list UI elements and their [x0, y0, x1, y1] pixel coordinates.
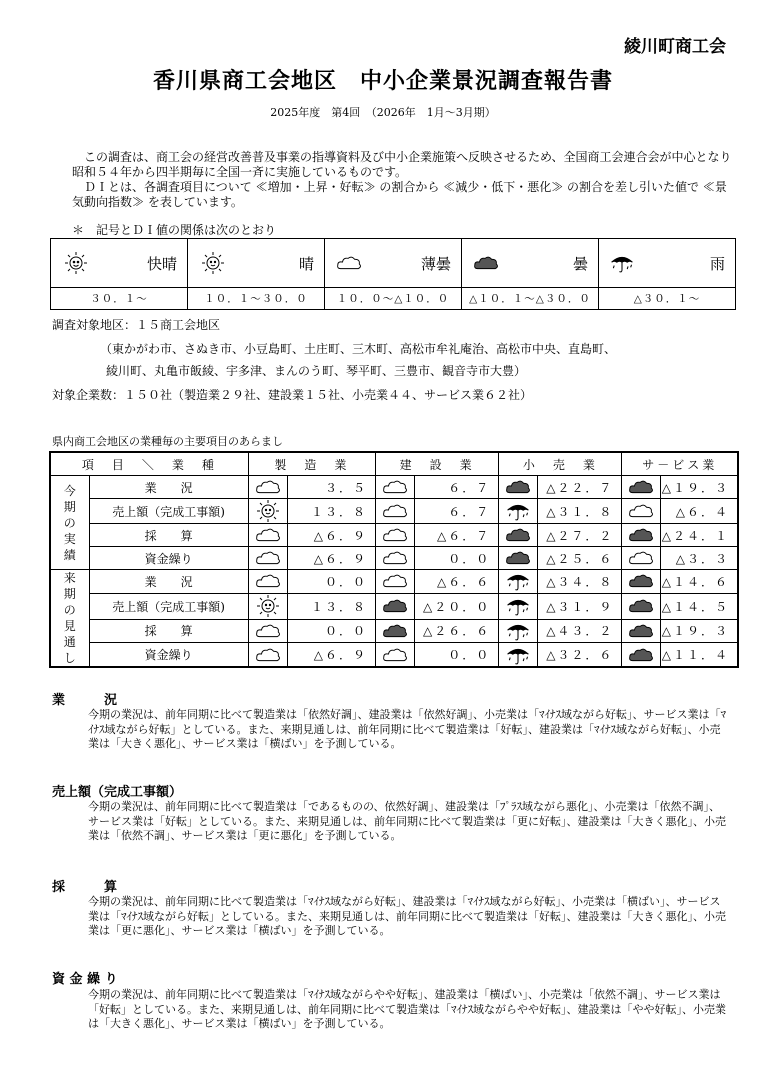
- di-value: △６．９: [287, 524, 375, 547]
- cloud-outline-icon: [376, 524, 415, 547]
- di-value: △３．３: [661, 547, 738, 570]
- row-item-label: 業 況: [89, 570, 248, 594]
- cloud-filled-icon: [622, 619, 661, 643]
- survey-region-list: 綾川町、丸亀市飯綾、宇多津、まんのう町、琴平町、三豊市、観音寺市大豊）: [106, 364, 527, 378]
- di-value: △３２．６: [538, 643, 622, 667]
- di-value: ３．５: [287, 476, 375, 499]
- di-value: △４３．２: [538, 619, 622, 643]
- table-header-item: 項 目 ＼ 業 種: [50, 452, 248, 476]
- row-item-label: 業 況: [89, 476, 248, 499]
- di-value: △３４．８: [538, 570, 622, 594]
- table-row: [50, 524, 738, 547]
- di-value: △６．４: [661, 499, 738, 524]
- legend-label: 薄曇: [420, 254, 451, 273]
- section-body: 今期の業況は、前年同期に比べて製造業は「依然好調」、建設業は「依然好調」、小売業は「ﾏｲﾅｽ域ながら好転」、サービス業は「ﾏｲﾅｽ域ながら好転」としている。また、来期見通しは、前年同期に比べて製造業は「好転」、建設業は「ﾏｲﾅｽ域ながら好転」、小売業は「大きく悪化」、サービス業は「横ばい」を予測している。: [88, 708, 726, 751]
- legend-range: １０．１～３０．０: [188, 288, 325, 310]
- legend-range: △１０．１～△３０．０: [462, 288, 599, 310]
- legend-label: 快晴: [146, 254, 177, 273]
- legend-label: 曇: [572, 254, 588, 273]
- table-header-industry: 小 売 業: [499, 452, 622, 476]
- section-body: 今期の業況は、前年同期に比べて製造業は「ﾏｲﾅｽ域ながら好転」、建設業は「ﾏｲﾅｽ域ながら好転」、小売業は「横ばい」、サービス業は「ﾏｲﾅｽ域ながら好転」としている。また、来期見通しは、前年同期に比べて製造業は「好転」、建設業は「大きく悪化」、小売業は「更に悪化」、サービス業は「横ばい」を予測している。: [88, 895, 726, 938]
- di-value: △２６．６: [415, 619, 499, 643]
- cloud-outline-icon: [376, 476, 415, 499]
- cloud-outline-icon: [376, 499, 415, 524]
- di-value: △６．６: [415, 570, 499, 594]
- legend-table: [50, 238, 736, 310]
- cloud-outline-icon: [248, 476, 287, 499]
- period-char: 績: [63, 547, 76, 562]
- umbrella-icon: [499, 643, 538, 667]
- umbrella-icon: [499, 570, 538, 594]
- section-heading: 売上額（完成工事額）: [52, 785, 183, 800]
- organization-name: 綾川町商工会: [624, 37, 726, 57]
- cloud-outline-icon: [376, 570, 415, 594]
- di-value: △２７．２: [538, 524, 622, 547]
- di-value: １３．８: [287, 499, 375, 524]
- intro-paragraph: ＤＩとは、各調査項目について ≪増加・上昇・好転≫ の割合から ≪減少・低下・悪化≫ の割合を差し引いた値で ≪景気動向指数≫ を表しています。: [72, 180, 727, 209]
- cloud-filled-icon: [499, 524, 538, 547]
- period-char: 今: [63, 483, 76, 498]
- cloud-outline-icon: [622, 547, 661, 570]
- section-body: 今期の業況は、前年同期に比べて製造業は「であるものの、依然好調」、建設業は「ﾌﾟﾗｽ域ながら悪化」、小売業は「依然不調」、サービス業は「好転」としている。また、来期見通しは、前年同期に比べて製造業は「更に好転」、建設業は「大きく悪化」、小売業は「依然不調」、サービス業は「更に悪化」を予測している。: [88, 800, 726, 843]
- table-row: [50, 593, 738, 619]
- table-title: 県内商工会地区の業種毎の主要項目のあらまし: [52, 435, 283, 448]
- period-char: 来: [63, 571, 76, 585]
- row-item-label: 資金繰り: [89, 643, 248, 667]
- legend-range: １０．０～△１０．０: [325, 288, 462, 310]
- sun-icon: [248, 593, 287, 619]
- di-value: ０．０: [415, 547, 499, 570]
- cloud-filled-icon: [499, 547, 538, 570]
- di-value: △２４．１: [661, 524, 738, 547]
- table-header-industry: サ－ビス業: [622, 452, 738, 476]
- umbrella-icon: [609, 252, 635, 274]
- di-value: ０．０: [287, 570, 375, 594]
- di-value: ６．７: [415, 476, 499, 499]
- di-value: １３．８: [287, 593, 375, 619]
- table-row: [50, 619, 738, 643]
- period-char: の: [63, 515, 76, 530]
- di-value: △６．７: [415, 524, 499, 547]
- umbrella-icon: [499, 619, 538, 643]
- period-char: し: [63, 651, 76, 665]
- cloud-outline-icon: [376, 547, 415, 570]
- di-value: △１１．４: [661, 643, 738, 667]
- cloud-filled-icon: [376, 593, 415, 619]
- cloud-outline-icon: [248, 619, 287, 643]
- period-char: 期: [63, 587, 76, 601]
- cloud-filled-icon: [376, 619, 415, 643]
- section-body: 今期の業況は、前年同期に比べて製造業は「ﾏｲﾅｽ域ながらやや好転」、建設業は「横ばい」、小売業は「依然不調」、サービス業は「好転」としている。また、来期見通しは、前年同期に比べて製造業は「ﾏｲﾅｽ域ながらやや好転」、建設業は「やや好転」、小売業は「大きく悪化」、サービス業は「横ばい」を予測している。: [88, 988, 726, 1031]
- table-row: [50, 476, 738, 499]
- legend-range: △３０．１～: [599, 288, 736, 310]
- table-row: [50, 547, 738, 570]
- di-value: ６．７: [415, 499, 499, 524]
- legend-item: [325, 239, 462, 288]
- table-row: [50, 570, 738, 594]
- row-item-label: 採 算: [89, 619, 248, 643]
- summary-table: [49, 451, 739, 668]
- cloud-outline-icon: [622, 499, 661, 524]
- di-value: △１４．５: [661, 593, 738, 619]
- legend-item: [51, 239, 188, 288]
- di-value: △３１．９: [538, 593, 622, 619]
- section-heading: 業 況: [52, 693, 118, 708]
- period-char: 期: [63, 499, 76, 514]
- table-header-industry: 製 造 業: [248, 452, 375, 476]
- di-value: △１９．３: [661, 476, 738, 499]
- cloud-outline-icon: [248, 524, 287, 547]
- cloud-filled-icon: [499, 476, 538, 499]
- umbrella-icon: [499, 499, 538, 524]
- legend-label: 晴: [298, 254, 314, 273]
- legend-item: [462, 239, 599, 288]
- cloud-outline-icon: [248, 547, 287, 570]
- survey-companies: 対象企業数：１５０社（製造業２９社、建設業１５社、小売業４４、サービス業６２社）: [52, 388, 533, 402]
- cloud-filled-icon: [622, 524, 661, 547]
- sunny-face-icon: [61, 251, 91, 275]
- legend-label: 雨: [709, 254, 725, 273]
- row-item-label: 資金繰り: [89, 547, 248, 570]
- di-value: △１４．６: [661, 570, 738, 594]
- di-value: △６．９: [287, 547, 375, 570]
- period-char: 実: [63, 531, 76, 546]
- di-value: ０．０: [415, 643, 499, 667]
- di-value: △３１．８: [538, 499, 622, 524]
- report-title: 香川県商工会地区 中小企業景況調査報告書: [152, 69, 613, 94]
- di-value: △２０．０: [415, 593, 499, 619]
- period-char: 通: [63, 635, 76, 649]
- cloud-outline-icon: [248, 643, 287, 667]
- survey-region-label: 調査対象地区：１５商工会地区: [52, 318, 221, 332]
- di-value: △１９．３: [661, 619, 738, 643]
- section-heading: 採 算: [52, 880, 118, 895]
- cloud-filled-icon: [622, 593, 661, 619]
- cloud-filled-icon: [622, 643, 661, 667]
- sun-icon: [248, 499, 287, 524]
- di-value: △２５．６: [538, 547, 622, 570]
- intro-text: [72, 150, 732, 210]
- table-row: [50, 643, 738, 667]
- report-subtitle: 2025年度 第4回 （2026年 1月～3月期）: [270, 106, 496, 119]
- legend-note: ＊ 記号とＤＩ値の関係は次のとおり: [72, 223, 277, 237]
- table-header-industry: 建 設 業: [376, 452, 499, 476]
- di-value: ０．０: [287, 619, 375, 643]
- row-item-label: 売上額（完成工事額): [89, 593, 248, 619]
- di-value: △２２．７: [538, 476, 622, 499]
- cloud-outline-icon: [376, 643, 415, 667]
- cloud-filled-icon: [622, 476, 661, 499]
- row-item-label: 採 算: [89, 524, 248, 547]
- survey-region-list: （東かがわ市、さぬき市、小豆島町、土庄町、三木町、高松市牟礼庵治、高松市中央、直島町、: [100, 342, 617, 356]
- cloud-filled-icon: [472, 253, 500, 274]
- period-char: の: [63, 603, 76, 617]
- section-heading: 資 金 繰 り: [52, 972, 118, 987]
- intro-paragraph: この調査は、商工会の経営改善普及事業の指導資料及び中小企業施策へ反映させるため、全国商工会連合会が中心となり昭和５４年から四半期毎に全国一斉に実施しているものです。: [72, 150, 732, 179]
- legend-range: ３０．１～: [51, 288, 188, 310]
- cloud-filled-icon: [622, 570, 661, 594]
- table-row: [50, 499, 738, 524]
- legend-item: [599, 239, 736, 288]
- row-item-label: 売上額（完成工事額): [89, 499, 248, 524]
- period-char: 見: [63, 619, 76, 633]
- cloud-outline-icon: [248, 570, 287, 594]
- legend-item: [188, 239, 325, 288]
- umbrella-icon: [499, 593, 538, 619]
- sun-icon: [198, 251, 228, 275]
- cloud-outline-icon: [335, 253, 363, 274]
- period-label: [50, 570, 89, 668]
- di-value: △６．９: [287, 643, 375, 667]
- period-label: [50, 476, 89, 570]
